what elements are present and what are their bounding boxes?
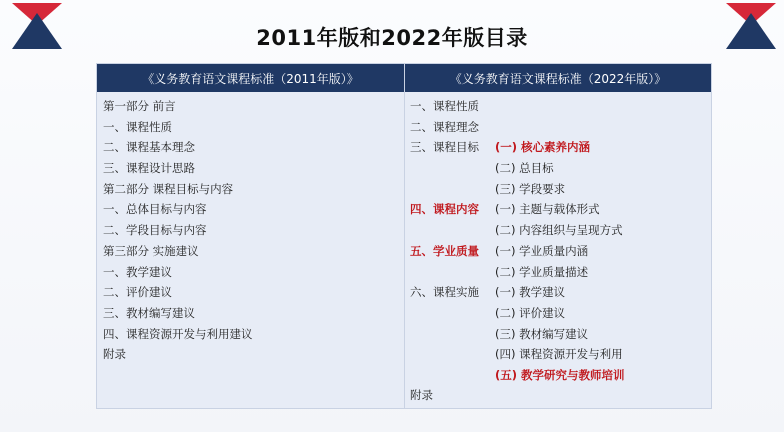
comparison-table xyxy=(96,63,712,409)
column-divider xyxy=(404,64,405,408)
toc-item: 二、课程理念 xyxy=(410,120,479,134)
column-header-2011: 《义务教育语文课程标准（2011年版）》 xyxy=(97,64,404,92)
toc-item: 二、课程基本理念 xyxy=(103,140,195,154)
toc-item: 附录 xyxy=(410,388,433,402)
toc-item: 第二部分 课程目标与内容 xyxy=(103,182,234,196)
toc-item: 三、教材编写建议 xyxy=(103,306,195,320)
toc-subitem-highlight: (五) 教学研究与教师培训 xyxy=(495,368,625,382)
toc-subitem: (一) 教学建议 xyxy=(495,285,566,299)
toc-subitem: (四) 课程资源开发与利用 xyxy=(495,347,623,361)
toc-subitem: (二) 内容组织与呈现方式 xyxy=(495,223,623,237)
toc-item: 一、教学建议 xyxy=(103,265,172,279)
toc-subitem: (一) 学业质量内涵 xyxy=(495,244,589,258)
toc-item-highlight: 五、学业质量 xyxy=(410,244,479,258)
toc-item: 六、课程实施 xyxy=(410,285,479,299)
toc-item: 一、总体目标与内容 xyxy=(103,202,207,216)
toc-item: 附录 xyxy=(103,347,126,361)
toc-subitem: (二) 学业质量描述 xyxy=(495,265,589,279)
toc-item: 二、评价建议 xyxy=(103,285,172,299)
toc-item: 第三部分 实施建议 xyxy=(103,244,199,258)
toc-item: 第一部分 前言 xyxy=(103,99,176,113)
toc-subitem: (一) 主题与载体形式 xyxy=(495,202,600,216)
toc-subitem: (二) 总目标 xyxy=(495,161,554,175)
toc-subitem: (二) 评价建议 xyxy=(495,306,566,320)
toc-subitem-highlight: (一) 核心素养内涵 xyxy=(495,140,591,154)
page-title: 2011年版和2022年版目录 xyxy=(256,26,528,50)
toc-item: 三、课程目标 xyxy=(410,140,479,154)
column-header-2022: 《义务教育语文课程标准（2022年版）》 xyxy=(405,64,711,92)
toc-subitem: (三) 教材编写建议 xyxy=(495,327,589,341)
toc-subitem: (三) 学段要求 xyxy=(495,182,566,196)
toc-item: 一、课程性质 xyxy=(410,99,479,113)
toc-item: 二、学段目标与内容 xyxy=(103,223,207,237)
toc-item-highlight: 四、课程内容 xyxy=(410,202,479,216)
toc-item: 三、课程设计思路 xyxy=(103,161,195,175)
toc-item: 四、课程资源开发与利用建议 xyxy=(103,327,253,341)
toc-item: 一、课程性质 xyxy=(103,120,172,134)
